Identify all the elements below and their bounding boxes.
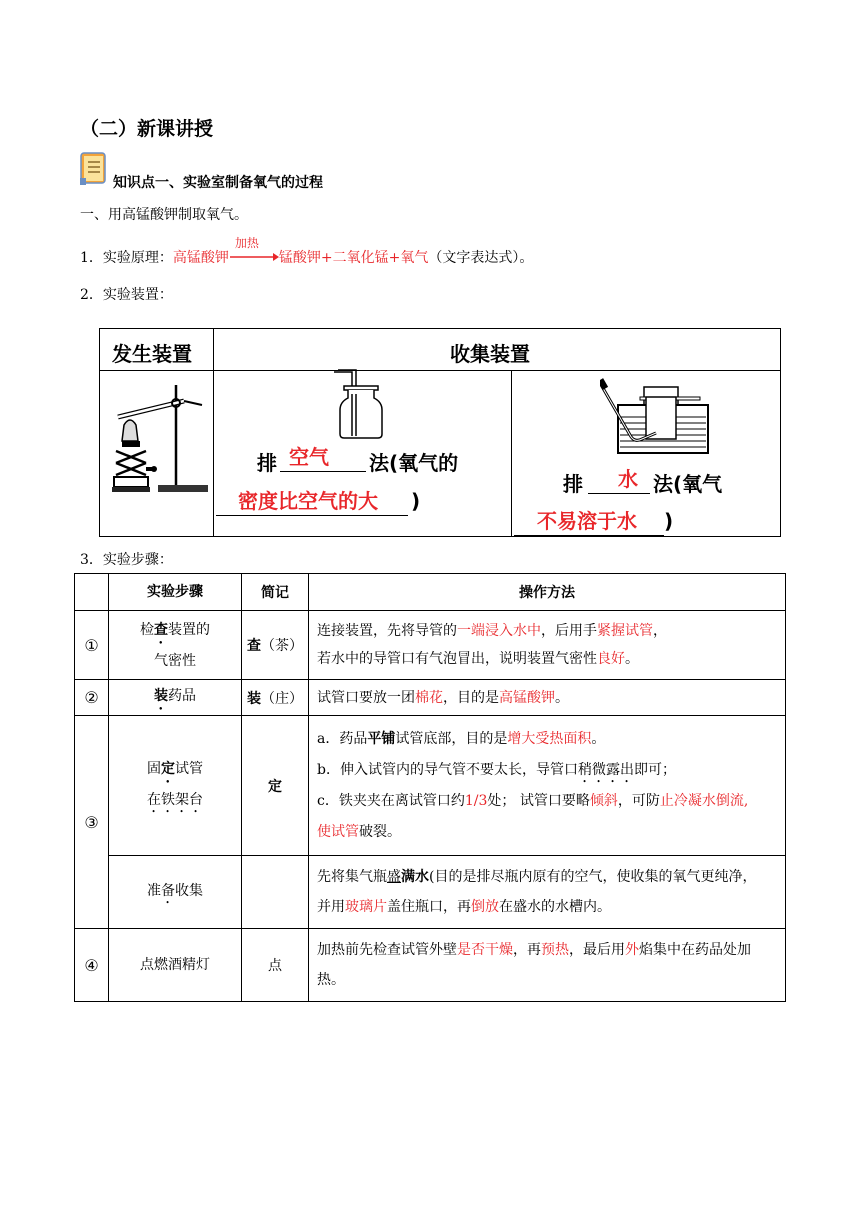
air-method-suffix: 法(氧气的	[369, 451, 459, 475]
air-close-paren: )	[411, 489, 421, 513]
reactant: 高锰酸钾	[172, 250, 229, 266]
step-number: ①	[75, 611, 109, 680]
water-solubility-reason: 不易溶于水	[537, 509, 637, 533]
air-density-reason: 密度比空气的大	[238, 489, 378, 513]
header-step: 实验步骤	[109, 574, 242, 611]
book-icon	[80, 152, 108, 186]
step-name: 准备收集	[109, 856, 242, 929]
step-method: 试管口要放一团棉花，目的是高锰酸钾。	[309, 680, 786, 716]
step-short	[242, 856, 309, 929]
header-short: 简记	[242, 574, 309, 611]
air-method-prefix: 排	[257, 451, 277, 475]
generation-apparatus-image	[108, 377, 208, 501]
principle-line	[80, 236, 534, 267]
knowledge-point-title: 知识点一、实验室制备氧气的过程	[113, 175, 323, 191]
step-name: 固定试管 在铁架台	[109, 716, 242, 856]
arrow-condition: 加热	[234, 236, 259, 250]
table-row	[75, 856, 786, 929]
water-method-fill: 水	[618, 467, 638, 491]
water-close-paren: )	[664, 509, 674, 533]
step-method: 加热前先检查试管外壁是否干燥，再预热，最后用外焰集中在药品处加 热。	[309, 929, 786, 1002]
steps-label: 3．实验步骤：	[80, 552, 173, 568]
step-name: 检查装置的 气密性	[109, 611, 242, 680]
step-number: ③	[75, 716, 109, 929]
collection-header: 收集装置	[450, 342, 530, 366]
reaction-arrow	[229, 236, 279, 262]
principle-note: （文字表达式）。	[428, 250, 534, 266]
table-row	[75, 680, 786, 716]
table-header-row	[75, 574, 786, 611]
table-row	[75, 716, 786, 856]
step-short: 查（茶）	[242, 611, 309, 680]
table-row	[75, 611, 786, 680]
step-short: 定	[242, 716, 309, 856]
water-collection-trough-image	[600, 377, 710, 461]
water-method-prefix: 排	[563, 472, 583, 496]
part-one-heading: 一、用高锰酸钾制取氧气。	[80, 207, 248, 223]
step-name: 点燃酒精灯	[109, 929, 242, 1002]
step-method: 连接装置，先将导管的一端浸入水中，后用手紧握试管， 若水中的导管口有气泡冒出，说明装置气密性良好。	[309, 611, 786, 680]
table-row	[75, 929, 786, 1002]
step-method: 先将集气瓶盛满水(目的是排尽瓶内原有的空气，使收集的氧气更纯净， 并用玻璃片盖住瓶口，再倒放在盛水的水槽内。	[309, 856, 786, 929]
step-method: a．药品平铺试管底部，目的是增大受热面积。 b．伸入试管内的导气管不要太长，导管口稍微露出即可； c．铁夹夹在离试管口约1/3处； 试管口要略倾斜，可防止冷凝水倒流, 使试管破裂。	[309, 716, 786, 856]
step-short: 装（庄）	[242, 680, 309, 716]
apparatus-label: 2．实验装置：	[80, 287, 173, 303]
water-method-suffix: 法(氧气	[653, 472, 723, 496]
air-method-fill: 空气	[289, 445, 329, 469]
principle-label: 1．实验原理：	[80, 250, 173, 266]
steps-table	[74, 573, 786, 1002]
step-name: 装药品	[109, 680, 242, 716]
step-number: ②	[75, 680, 109, 716]
apparatus-table	[99, 328, 781, 537]
header-method: 操作方法	[309, 574, 786, 611]
generation-header: 发生装置	[112, 342, 192, 366]
air-collection-bottle-image	[328, 364, 384, 446]
section-title: （二）新课讲授	[80, 118, 214, 140]
products: 锰酸钾+二氧化锰+氧气	[278, 250, 429, 266]
step-number: ④	[75, 929, 109, 1002]
step-short: 点	[242, 929, 309, 1002]
